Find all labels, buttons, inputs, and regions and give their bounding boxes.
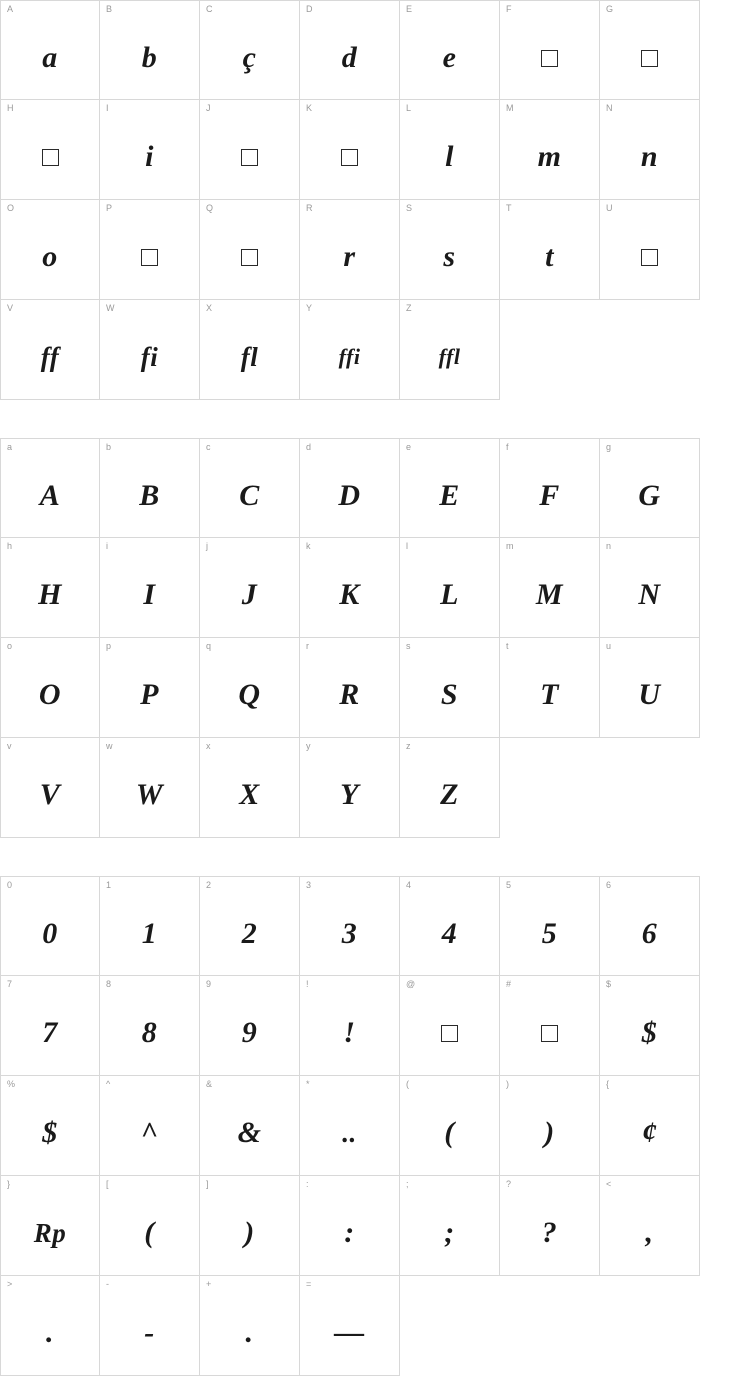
glyph-code-label: & [206,1079,213,1089]
glyph-code-label: I [106,103,109,113]
glyph-code-label: + [206,1279,212,1289]
glyph-specimen: 4 [441,917,458,950]
glyph-specimen: ¢ [641,1116,658,1149]
glyph-specimen: e [442,41,457,74]
glyph-code-label: s [406,641,411,651]
glyph-code-label: k [306,541,311,551]
notdef-box-icon [300,126,399,188]
glyph-code-label: o [7,641,13,651]
notdef-box-icon [200,126,299,188]
glyph-code-label: g [606,442,612,452]
glyph-code-label: e [406,442,412,452]
glyph-code-label: N [606,103,613,113]
notdef-box-shape [341,149,358,166]
glyph-cell[interactable] [300,1176,400,1276]
glyph-cell[interactable] [600,100,700,200]
glyph-code-label: c [206,442,211,452]
glyph-row [0,538,740,638]
glyph-specimen: t [545,240,554,273]
glyph-specimen: s [443,240,456,273]
glyph-row [0,976,740,1076]
glyph-cell[interactable] [400,100,500,200]
notdef-box-icon [600,226,699,288]
glyph-specimen: ffl [438,344,461,369]
glyph-specimen: 2 [241,917,258,950]
glyph-code-label: $ [606,979,612,989]
glyph-code-label: t [506,641,509,651]
glyph-specimen: C [239,479,260,512]
glyph-code-label: w [106,741,113,751]
glyph-specimen: X [239,778,260,811]
glyph-specimen: . [46,1316,54,1349]
glyph-specimen: A [39,479,61,512]
glyph-cell[interactable] [200,438,300,538]
glyph-specimen: 0 [42,917,58,950]
glyph-specimen: — [334,1316,365,1349]
glyph-code-label: ) [506,1079,509,1089]
glyph-cell[interactable] [600,638,700,738]
glyph-code-label: f [506,442,509,452]
glyph-specimen: K [339,578,360,611]
glyph-cell[interactable] [500,0,600,100]
glyph-specimen: .. [342,1117,357,1148]
glyph-code-label: 8 [106,979,112,989]
glyph-cell[interactable] [400,0,500,100]
glyph-code-label: { [606,1079,610,1089]
glyph-code-label: 9 [206,979,212,989]
glyph-specimen: 9 [241,1016,258,1049]
glyph-cell[interactable] [400,1076,500,1176]
glyph-specimen: ? [541,1216,558,1249]
glyph-cell[interactable] [0,1276,100,1376]
glyph-specimen: 1 [141,917,158,950]
glyph-code-label: X [206,303,213,313]
glyph-cell[interactable] [300,200,400,300]
glyph-specimen: fi [140,341,159,372]
glyph-code-label: n [606,541,612,551]
glyph-specimen: Z [440,778,459,811]
glyph-cell[interactable] [100,876,200,976]
glyph-code-label: x [206,741,211,751]
notdef-box-icon [400,1002,499,1064]
glyph-cell[interactable] [400,1176,500,1276]
glyph-specimen: $ [641,1016,658,1049]
block-spacer [0,400,740,438]
glyph-code-label: i [106,541,108,551]
glyph-specimen: r [343,240,356,273]
glyph-code-label: V [7,303,14,313]
glyph-cell[interactable] [0,1076,100,1176]
glyph-cell[interactable] [300,638,400,738]
glyph-cell[interactable] [600,438,700,538]
glyph-specimen: ( [444,1116,455,1149]
glyph-specimen: 8 [141,1016,158,1049]
notdef-box-icon [500,27,599,89]
glyph-code-label: J [206,103,211,113]
glyph-cell[interactable] [0,1176,100,1276]
glyph-specimen: Q [238,678,261,711]
glyph-specimen: V [39,778,61,811]
glyph-cell[interactable] [400,200,500,300]
glyph-cell[interactable] [200,0,300,100]
glyph-cell[interactable] [0,638,100,738]
glyph-cell[interactable] [500,976,600,1076]
glyph-code-label: v [7,741,12,751]
block-spacer [0,838,740,876]
glyph-code-label: h [7,541,13,551]
glyph-row [0,100,740,200]
glyph-specimen: , [645,1216,654,1249]
glyph-cell[interactable] [0,438,100,538]
glyph-specimen: b [141,41,158,74]
glyph-code-label: r [306,641,309,651]
glyph-code-label: a [7,442,13,452]
glyph-specimen: T [540,678,559,711]
glyph-specimen: G [638,479,661,512]
glyph-cell[interactable] [100,1076,200,1176]
glyph-specimen: - [144,1316,155,1349]
glyph-code-label: = [306,1279,312,1289]
glyph-specimen: N [638,578,661,611]
glyph-specimen: a [42,41,58,74]
glyph-code-label: ] [206,1179,209,1189]
glyph-cell[interactable] [0,976,100,1076]
glyph-cell[interactable] [600,876,700,976]
glyph-block-uppercase [0,438,740,838]
glyph-code-label: L [406,103,412,113]
glyph-cell[interactable] [100,1276,200,1376]
glyph-specimen: ) [244,1216,255,1249]
glyph-code-label: p [106,641,112,651]
glyph-specimen: 5 [541,917,558,950]
glyph-code-label: 6 [606,880,612,890]
glyph-cell[interactable] [200,1176,300,1276]
glyph-code-label: Q [206,203,214,213]
glyph-specimen: ç [242,41,257,74]
glyph-code-label: 0 [7,880,13,890]
glyph-code-label: R [306,203,313,213]
glyph-cell[interactable] [600,1176,700,1276]
glyph-code-label: - [106,1279,109,1289]
glyph-code-label: U [606,203,613,213]
glyph-cell[interactable] [300,738,400,838]
glyph-code-label: 2 [206,880,212,890]
glyph-specimen: ( [144,1216,155,1249]
glyph-specimen: I [143,578,156,611]
glyph-cell[interactable] [100,976,200,1076]
glyph-code-label: K [306,103,313,113]
glyph-cell[interactable] [200,1276,300,1376]
glyph-code-label: * [306,1079,310,1089]
notdef-box-shape [541,1025,558,1042]
glyph-cell[interactable] [0,300,100,400]
glyph-cell[interactable] [0,876,100,976]
glyph-specimen: L [440,578,459,611]
glyph-cell[interactable] [100,438,200,538]
glyph-cell[interactable] [200,638,300,738]
glyph-specimen: l [445,140,454,173]
glyph-specimen: U [638,678,661,711]
glyph-cell[interactable] [400,438,500,538]
glyph-code-label: ( [406,1079,409,1089]
glyph-code-label: ! [306,979,309,989]
glyph-specimen: i [145,140,154,173]
notdef-box-shape [241,249,258,266]
glyph-cell[interactable] [0,200,100,300]
glyph-cell[interactable] [300,300,400,400]
glyph-code-label: % [7,1079,16,1089]
glyph-cell[interactable] [400,638,500,738]
glyph-cell[interactable] [200,738,300,838]
glyph-specimen: ! [343,1016,356,1049]
glyph-code-label: B [106,4,113,14]
glyph-specimen: E [439,479,460,512]
glyph-cell[interactable] [100,1176,200,1276]
glyph-cell[interactable] [200,200,300,300]
glyph-code-label: b [106,442,112,452]
glyph-code-label: S [406,203,413,213]
glyph-cell[interactable] [0,0,100,100]
notdef-box-shape [42,149,59,166]
glyph-cell[interactable] [400,738,500,838]
glyph-code-label: u [606,641,612,651]
glyph-specimen: fl [240,341,259,372]
glyph-cell[interactable] [500,638,600,738]
glyph-code-label: Y [306,303,313,313]
glyph-specimen: . [245,1316,254,1349]
glyph-cell[interactable] [300,0,400,100]
glyph-block-lowercase-and-ligatures [0,0,740,400]
glyph-cell[interactable] [0,538,100,638]
glyph-cell[interactable] [200,100,300,200]
notdef-box-icon [500,1002,599,1064]
notdef-box-icon [100,226,199,288]
glyph-specimen: J [241,578,258,611]
glyph-code-label: < [606,1179,612,1189]
glyph-cell[interactable] [500,100,600,200]
glyph-code-label: > [7,1279,13,1289]
glyph-cell[interactable] [500,438,600,538]
glyph-code-label: F [506,4,512,14]
glyph-specimen: D [338,479,361,512]
glyph-specimen: d [341,41,358,74]
glyph-specimen: 3 [341,917,358,950]
glyph-code-label: l [406,541,408,551]
glyph-row [0,1176,740,1276]
notdef-box-icon [1,126,99,188]
glyph-specimen: Rp [33,1217,67,1248]
glyph-specimen: & [237,1116,262,1149]
glyph-cell[interactable] [400,976,500,1076]
glyph-specimen: ) [544,1116,555,1149]
glyph-specimen: P [140,678,159,711]
glyph-row [0,1076,740,1176]
glyph-code-label: 7 [7,979,13,989]
glyph-code-label: W [106,303,115,313]
glyph-cell[interactable] [500,538,600,638]
glyph-code-label: y [306,741,311,751]
glyph-specimen: ffi [338,344,361,369]
glyph-cell[interactable] [600,1076,700,1176]
glyph-specimen: B [139,479,160,512]
glyph-cell[interactable] [200,976,300,1076]
glyph-code-label: E [406,4,413,14]
glyph-code-label: A [7,4,14,14]
glyph-cell[interactable] [300,100,400,200]
glyph-cell[interactable] [300,538,400,638]
glyph-cell[interactable] [200,1076,300,1176]
glyph-cell[interactable] [100,300,200,400]
glyph-specimen: 6 [641,917,658,950]
glyph-cell[interactable] [300,976,400,1076]
glyph-specimen: m [537,140,562,173]
glyph-row [0,0,740,100]
glyph-cell[interactable] [600,200,700,300]
block-spacer [0,1376,740,1396]
glyph-specimen: R [339,678,360,711]
glyph-code-label: Z [406,303,412,313]
glyph-specimen: Y [340,778,359,811]
glyph-cell[interactable] [600,0,700,100]
glyph-code-label: m [506,541,514,551]
glyph-specimen: $ [42,1116,58,1149]
glyph-cell[interactable] [0,100,100,200]
glyph-cell[interactable] [0,738,100,838]
glyph-cell[interactable] [500,1176,600,1276]
glyph-cell[interactable] [100,538,200,638]
glyph-code-label: C [206,4,213,14]
glyph-cell[interactable] [300,876,400,976]
glyph-row [0,738,740,838]
glyph-cell[interactable] [500,1076,600,1176]
glyph-cell[interactable] [100,100,200,200]
glyph-code-label: 3 [306,880,312,890]
glyph-code-label: # [506,979,512,989]
glyph-cell[interactable] [300,438,400,538]
notdef-box-shape [641,50,658,67]
glyph-specimen: 7 [42,1016,58,1049]
glyph-row [0,300,740,400]
glyph-code-label: ; [406,1179,409,1189]
glyph-specimen: ff [40,341,60,372]
notdef-box-icon [600,27,699,89]
notdef-box-icon [200,226,299,288]
glyph-code-label: 5 [506,880,512,890]
glyph-code-label: O [7,203,15,213]
glyph-specimen: : [344,1216,355,1249]
glyph-code-label: d [306,442,312,452]
glyph-code-label: G [606,4,614,14]
glyph-cell[interactable] [400,876,500,976]
glyph-code-label: q [206,641,212,651]
glyph-code-label: z [406,741,411,751]
glyph-cell[interactable] [300,1076,400,1176]
glyph-specimen: H [38,578,62,611]
glyph-row [0,438,740,538]
notdef-box-shape [241,149,258,166]
glyph-specimen: O [38,678,62,711]
glyph-specimen: F [539,479,560,512]
glyph-code-label: H [7,103,14,113]
glyph-code-label: T [506,203,512,213]
glyph-specimen: M [535,578,564,611]
glyph-code-label: j [206,541,208,551]
notdef-box-shape [541,50,558,67]
glyph-cell[interactable] [600,976,700,1076]
glyph-cell[interactable] [600,538,700,638]
glyph-code-label: ^ [106,1079,111,1089]
glyph-row [0,1276,740,1376]
glyph-code-label: ? [506,1179,512,1189]
glyph-cell[interactable] [400,300,500,400]
glyph-cell[interactable] [200,300,300,400]
glyph-cell[interactable] [100,0,200,100]
glyph-code-label: 1 [106,880,112,890]
notdef-box-shape [441,1025,458,1042]
glyph-code-label: : [306,1179,309,1189]
glyph-cell[interactable] [500,200,600,300]
notdef-box-shape [641,249,658,266]
glyph-block-digits-and-punctuation [0,876,740,1376]
glyph-code-label: P [106,203,113,213]
glyph-specimen: S [440,678,459,711]
glyph-code-label: } [7,1179,11,1189]
glyph-cell[interactable] [100,200,200,300]
glyph-cell[interactable] [200,538,300,638]
glyph-cell[interactable] [500,876,600,976]
glyph-cell[interactable] [100,738,200,838]
notdef-box-shape [141,249,158,266]
glyph-code-label: @ [406,979,416,989]
glyph-specimen: o [42,240,58,273]
glyph-specimen: n [640,140,659,173]
glyph-code-label: M [506,103,514,113]
glyph-row [0,638,740,738]
glyph-code-label: 4 [406,880,412,890]
glyph-specimen: W [135,778,164,811]
glyph-cell[interactable] [400,538,500,638]
glyph-row [0,876,740,976]
glyph-row [0,200,740,300]
glyph-cell[interactable] [100,638,200,738]
glyph-specimen: ^ [140,1116,159,1149]
glyph-cell[interactable] [300,1276,400,1376]
glyph-specimen: ; [444,1216,455,1249]
glyph-cell[interactable] [200,876,300,976]
glyph-code-label: [ [106,1179,109,1189]
glyph-code-label: D [306,4,313,14]
